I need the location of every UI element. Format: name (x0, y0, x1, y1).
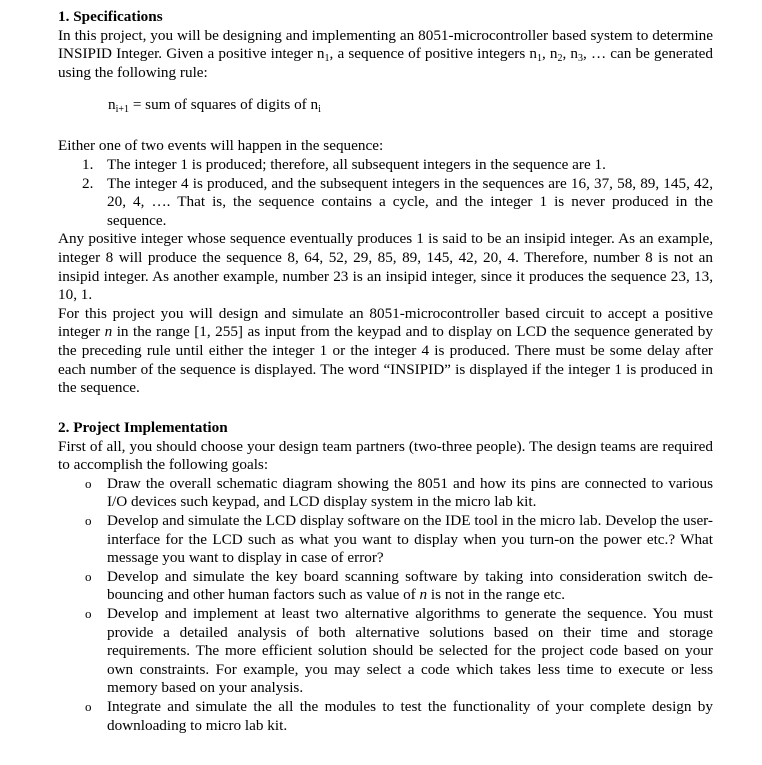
list-number: 2. (82, 174, 94, 192)
bullet-icon: o (85, 605, 92, 621)
project-text-b: in the range [1, 255] as input from the keypad and to display on LCD the sequence generated by the preceding rule until either the integer 1 or the integer 4 is produced. There must be some delay after each number of the sequence is displayed. The word “INSIPID” is displayed if the integer 1 is produced in the sequence. (58, 323, 713, 397)
list-item (85, 567, 713, 605)
bullet-icon: o (85, 698, 92, 714)
goal-text-a: Develop and simulate the key board scanning software by taking into consideration switch de-bouncing and other human factors such as value of (107, 567, 713, 604)
list-item-text: The integer 1 is produced; therefore, all subsequent integers in the sequence are 1. (107, 155, 606, 173)
goal-text-b: is not in the range etc. (427, 586, 566, 604)
list-item (85, 474, 713, 512)
variable-n: n (419, 586, 428, 604)
list-item-text: The integer 4 is produced, and the subsequent integers in the sequences are 16, 37, 58, 89, 145, 42, 20, 4, …. That is, the sequence contains a cycle, and the integer 1 is never produced in the sequence. (107, 174, 713, 229)
formula-lhs-sub: i+1 (115, 104, 130, 116)
intro-text-e: , … can be generated using the following rule: (58, 45, 714, 81)
goal-text: Develop and simulate the LCD display software on the IDE tool in the micro lab. Develop the user-interface for the LCD such as what you want to display when you turn-on the power etc.? What message you want to display in case of error? (107, 511, 713, 567)
goal-text: Develop and implement at least two alternative algorithms to generate the sequence. You must provide a detailed analysis of both alternative solutions based on their time and storage requirements. The more efficient solution should be selected for the project code based on your own constraints. For example, you may select a code which takes less time to execute or less memory based on your analysis. (107, 604, 713, 697)
bullet-icon: o (85, 568, 92, 584)
intro-text-c: , n (541, 45, 558, 63)
subscript-3: 3 (578, 53, 584, 65)
project-text-a: For this project you will design and simulate an 8051-microcontroller based circuit to accept a positive integer (58, 304, 713, 341)
list-item (85, 697, 713, 735)
rule-formula (108, 96, 713, 115)
section2-heading: 2. Project Implementation (58, 419, 228, 436)
goals-list (58, 475, 713, 735)
list-number: 1. (82, 155, 94, 173)
events-intro: Either one of two events will happen in the sequence: (58, 137, 384, 155)
bullet-icon: o (85, 512, 92, 528)
section2-intro: First of all, you should choose your design team partners (two-three people). The design teams are required to accomplish the following goals: (58, 437, 713, 474)
formula-lhs: n (108, 96, 116, 114)
events-list (58, 156, 713, 230)
variable-n: n (104, 323, 113, 341)
intro-text-d: , n (562, 45, 579, 63)
list-item (85, 511, 713, 568)
goal-text: Draw the overall schematic diagram showing the 8051 and how its pins are connected to various I/O devices such keypad, and LCD display system in the micro lab kit. (107, 474, 713, 511)
insipid-definition-paragraph: Any positive integer whose sequence eventually produces 1 is said to be an insipid integer. As an example, integer 8 will produce the sequence 8, 64, 52, 29, 85, 89, 145, 42, 20, 4. Therefore, number 8 is not an insipid integer. As another example, number 23 is an insipid integer, since it produces the sequence 23, 13, 10, 1. (58, 230, 713, 304)
formula-mid: = sum of squares of digits of n (129, 96, 319, 114)
subscript-2: 2 (557, 53, 563, 65)
project-paragraph (58, 305, 713, 398)
list-item (85, 604, 713, 698)
intro-text-a: In this project, you will be designing and implementing an 8051-microcontroller based system to determine INSIPID Integer. Given a positive integer n (58, 26, 713, 63)
formula-rhs-sub: i (318, 104, 321, 116)
section1-heading: 1. Specifications (58, 8, 163, 25)
intro-text-b: , a sequence of positive integers n (329, 45, 537, 63)
goal-text: Integrate and simulate the all the modules to test the functionality of your complete design by downloading to micro lab kit. (107, 697, 713, 734)
list-item (82, 174, 713, 231)
subscript-1: 1 (324, 53, 330, 65)
section-specifications (58, 8, 713, 398)
subscript-1b: 1 (536, 53, 542, 65)
section-project-implementation (58, 419, 713, 735)
intro-paragraph (58, 27, 713, 83)
list-item (82, 155, 713, 175)
bullet-icon: o (85, 475, 92, 491)
